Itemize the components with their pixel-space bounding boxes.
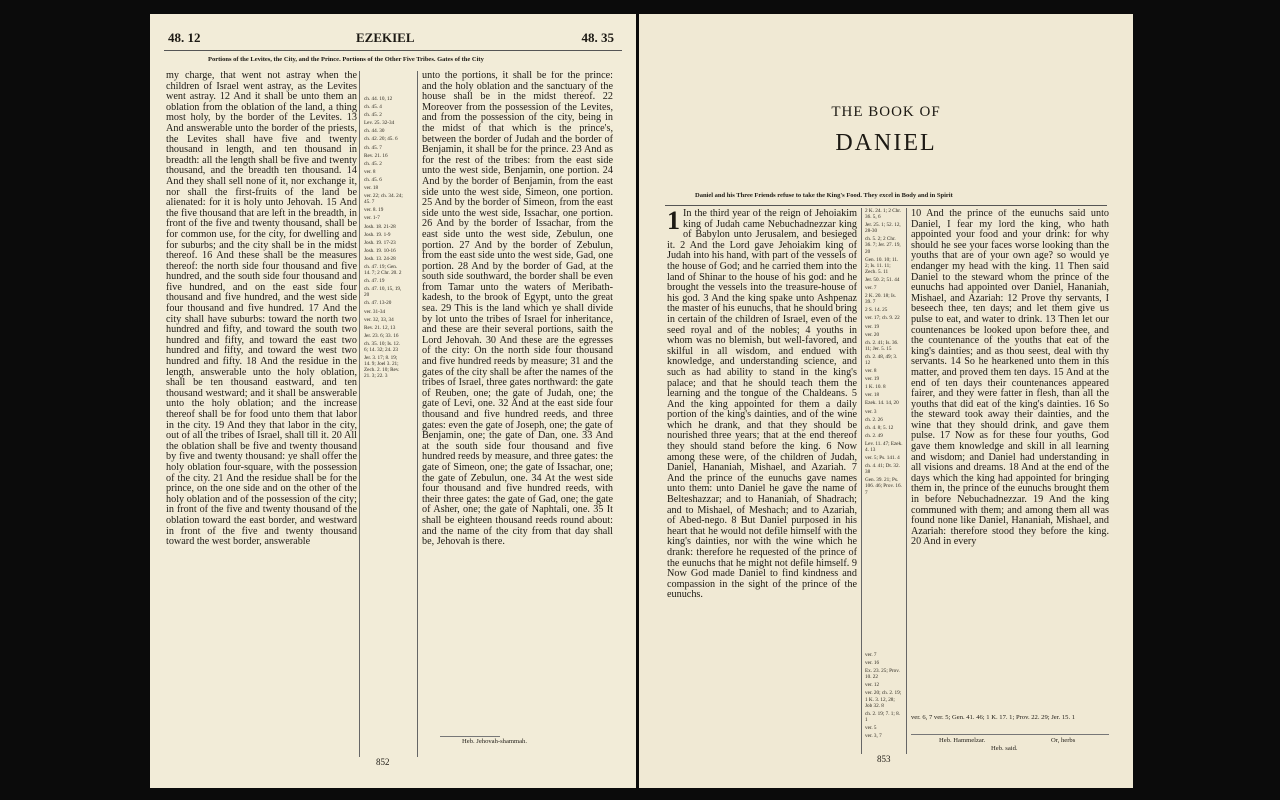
cross-reference: Jer. 23. 6; 33. 16 [364,332,399,339]
cross-reference: ch. 44. 10, 12 [364,96,393,102]
cross-reference: Jer. 3. 17; 8. 19; 14. 9; Joel 3. 21; Zech. 2. 10; Rev. 21. 3; 22. 3 [364,355,400,380]
header-verse-start: 48. 12 [168,30,201,45]
book-title-prefix: THE BOOK OF [831,104,941,120]
cross-reference: ver. 7 [865,652,877,658]
cross-reference: ch. 35. 10; Is. 12. 6; 14. 32; 24. 23 [364,340,401,353]
cross-reference: ver. 5 [865,724,877,731]
text-column-1: my charge, that went not astray when the children of Israel went astray, as the Levites went astray. 12 And it shall be unto them an oblation from the oblation of the land, a thing most holy, by the border of the Levites. 13 And answerable unto the border of the priests, the Levites shall have five and twenty thousand in length, and ten thousand in breadth: all the length shall be five and twenty thousand, and the breadth ten thousand. 14 And they shall sell none of it, nor exchange it, nor shall the first-fruits of the land be alienated: for it is holy unto Jehovah. 15 And the five thousand that are left in the breadth, in front of the five and twenty thousand, shall be for common use, for the city, for dwelling and for suburbs; and the city shall be in the midst thereof. 16 And these shall be the measures thereof: the north side four thousand and five hundred, and the south side four thousand and five hundred, and on the east side four thousand and five hundred, and the west side four thousand and five hundred. 17 And the city shall have suburbs: toward the north two hundred and fifty, and toward the south two hundred and fifty, and toward the east two hundred and fifty, and toward the west two hundred and fifty. 18 And the residue in the length, answerable unto the holy oblation, shall be ten thousand eastward, and ten thousand westward; and it shall be answerable unto the holy oblation; and the increase thereof shall be for food unto them that labor in the city. 19 And they that labor in the city, out of all the tribes of Israel, shall till it. 20 All the oblation shall be five and twenty thousand by five and twenty thousand: ye shall offer the holy oblation four-square, with the possession of the city. 21 And the residue shall be for the prince, on the one side and on the other of the holy oblation and of the possession of the city; in front of the five and twenty thousand of the oblation toward the east border, and westward in front of the five and twenty thousand toward the west border, answerable [166,71,357,548]
cross-reference: ver. 16 [865,660,880,667]
cross-reference: ver. 7 [865,285,877,292]
text-column-2: 10 And the prince of the eunuchs said unto Daniel, I fear my lord the king, who hath appointed your food and your drink: for why should he see your faces worse looking than the youths that are of your own age? so would ye endanger my head with the king. 11 Then said Daniel to the steward whom the prince of the eunuchs had appointed over Daniel, Hananiah, Mishael, and Azariah: 12 Prove thy servants, I beseech thee, ten days; and let them give us pulse to eat, and water to drink. 13 Then let our countenances be looked upon before thee, and the countenance of the youths that eat of the king's dainties; and as thou seest, deal with thy servants. 14 So he hearkened unto them in this matter, and proved them ten days. 15 And at the end of ten days their countenances appeared fairer, and they were fatter in flesh, than all the youths that did eat of the king's dainties. 16 So the steward took away their dainties, and the wine that they should drink, and gave them pulse. 17 Now as for these four youths, God gave them knowledge and skill in all learning and wisdom; and Daniel had understanding in all visions and dreams. 18 And at the end of the days which the king had appointed for bringing them in, the prince of the eunuchs brought them in before Nebuchadnezzar. 19 And the king communed with them; and among them all was found none like Daniel, Hananiah, Mishael, and Azariah: therefore stood they before the king. 20 And in every [911,209,1109,548]
cross-reference: ch. 45. 7 [364,144,382,151]
cross-reference: Jer. 25. 1; 52. 12, 28-30 [865,222,901,235]
footnote: Heb. Jehovah-shammah. [462,738,528,745]
cross-reference: ver. 31-34 [364,308,386,315]
cross-reference: ch. 47. 13-20 [364,300,392,307]
left-page-ezekiel [150,14,636,788]
section-subtitle: Daniel and his Three Friends refuse to take the King's Food. They excel in Body and in Spirit [695,192,953,199]
header-verse-end: 48. 35 [581,30,614,45]
cross-reference: ch. 2. 49 [865,432,883,439]
column-divider-right [906,208,907,754]
cross-reference: Gen. 39. 21; Ps. 106. 46; Prov. 16. 7 [865,477,902,496]
cross-references-lower [865,652,903,754]
cross-reference: Ezek. 14. 14, 20 [865,400,899,407]
cross-reference: ver. 18 [364,185,379,192]
cross-reference: 2 K. 20. 18; Is. 39. 7 [865,293,896,306]
column-divider-right [417,71,418,757]
cross-reference: ver. 8 [364,168,376,175]
cross-reference: Rev. 21. 12, 13 [364,324,396,331]
text-column-2: unto the portions, it shall be for the prince: and the holy oblation and the sanctuary of the house shall be in the midst thereof. 22 Moreover from the possession of the Levites, and from the possession of the city, being in the midst of that which is the prince's, between the border of Judah and the border of Benjamin, it shall be for the prince. 23 And as for the rest of the tribes: from the east side unto the west side, Benjamin, one portion. 24 And by the border of Benjamin, from the east side unto the west side, Simeon, one portion. 25 And by the border of Simeon, from the east side unto the west side, Issachar, one portion. 26 And by the border of Issachar, from the east side unto the west side, Zebulun, one portion. 27 And by the border of Zebulun, from the east side unto the west side, Gad, one portion. 28 And by the border of Gad, at the south side southward, the border shall be even from Tamar unto the waters of Meribath-kadesh, to the brook of Egypt, unto the great sea. 29 This is the land which ye shall divide by lot unto the tribes of Israel for inheritance, and these are their several portions, saith the Lord Jehovah. 30 And these are the egresses of the city: On the north side four thousand and five hundred reeds by measure; 31 and the gates of the city shall be after the names of the tribes of Israel, three gates northward: the gate of Reuben, one; the gate of Judah, one; the gate of Levi, one. 32 And at the east side four thousand and five hundred reeds, and three gates: even the gate of Joseph, one; the gate of Benjamin, one; the gate of Dan, one. 33 And at the south side four thousand and five hundred reeds by measure, and three gates: the gate of Simeon, one; the gate of Issachar, one; the gate of Zebulun, one. 34 At the west side four thousand and five hundred reeds, with their three gates: the gate of Gad, one; the gate of Asher, one; the gate of Naphtali, one. 35 It shall be eighteen thousand reeds round about: and the name of the city from that day shall be, Jehovah is there. [422,71,613,548]
footnote-rule [440,736,500,737]
cross-reference: ver. 12 [865,682,880,689]
cross-reference: ch. 47. 19; Gen. 14. 7; 2 Chr. 20. 2 [364,263,402,277]
footnote-hammelzar: Heb. Hammelzar. [939,737,986,744]
cross-reference: ch. 4. 8; 5. 12 [865,424,894,431]
cross-reference: 1 K. 10. 8 [865,384,886,391]
cross-reference: ver. 20 [865,331,880,338]
text-column-1 [667,209,857,753]
header-book-title: EZEKIEL [356,30,415,45]
column-2-references: ver. 6, 7 ver. 5; Gen. 41. 46; 1 K. 17. 1; Prov. 22. 29; Jer. 15. 1 [911,714,1076,721]
cross-reference: ver. 8 [865,368,877,375]
cross-reference: ver. 1-7 [364,215,380,222]
cross-reference: Josh. 18. 21-28 [364,223,396,230]
chapter-text: In the third year of the reign of Jehoiakim king of Judah came Nebuchadnezzar king of Babylon unto Jerusalem, and besieged it. 2 And the Lord gave Jehoiakim king of Judah into his hand, with part of the vessels of the house of God; and he carried them into the land of Shinar to the house of his god: and he brought the vessels into the treasure-house of his god. 3 And the king spake unto Ashpenaz the master of his eunuchs, that he should bring in certain of the children of Israel, even of the seed royal and of the nobles; 4 youths in whom was no blemish, but well-favored, and skilful in all wisdom, and endued with knowledge, and understanding science, and such as had ability to stand in the king's palace; and that he should teach them the learning and the tongue of the Chaldeans. 5 And the king appointed for them a daily portion of the king's dainties, and of the wine which he drank, and that they should be nourished three years; that at the end thereof they should stand before the king. 6 Now among these were, of the children of Judah, Daniel, Hananiah, Mishael, and Azariah. 7 And the prince of the eunuchs gave names unto them: unto Daniel he gave the name of Belteshazzar; and to Hananiah, of Shadrach; and to Mishael, of Meshach; and to Azariah, of Abed-nego. 8 But Daniel purposed in his heart that he would not defile himself with the king's dainties, nor with the wine which he drank: therefore he requested of the prince of the eunuchs that he might not defile himself. 9 Now God made Daniel to find kindness and compassion in the sight of the prince of the eunuchs. [667,209,857,601]
page-number: 853 [877,754,891,764]
cross-reference: ch. 45. 6 [364,176,382,183]
cross-reference: ver. 20; ch. 2. 19; 1 K. 3. 12, 28; Job 32. 8 [865,690,902,709]
cross-reference: Jer. 50. 2; 51. 44 [865,276,900,283]
cross-reference: ch. 45. 4 [364,104,382,111]
cross-reference: 2 S. 14. 25 [865,307,888,314]
subtitle-rule [665,205,1107,206]
cross-reference: ver. 5; Ps. 141. 4 [865,455,900,462]
cross-reference: Josh. 19. 1-9 [364,231,391,238]
cross-reference: Ex. 23. 25; Prov. 10. 22 [865,668,900,681]
cross-reference: ch. 2. 19; 7. 1; 8. 1 [865,710,901,723]
cross-reference: ch. 45. 2 [364,112,382,119]
right-page-daniel [639,14,1133,788]
cross-reference: Lev. 25. 32-34 [364,120,395,127]
section-subtitle: Portions of the Levites, the City, and the Prince. Portions of the Other Five Tribes. Gates of the City [208,56,484,63]
cross-reference: ch. 42. 20; 45. 6 [364,136,398,143]
cross-reference: Rev. 21. 16 [364,152,388,159]
footnote-herbs: Or, herbs [1051,737,1076,744]
cross-reference: ver. 19 [865,323,880,330]
cross-reference: Gen. 10. 10; 11. 2; Is. 11. 11; Zech. 5. 11 [865,256,899,275]
cross-reference: ch. 4. 41; Dt. 32. 38 [865,463,900,476]
cross-reference: ch. 2. 26 [865,416,883,423]
column-divider-left [359,71,360,757]
cross-reference: ch. 47. 19 [364,278,385,285]
cross-reference: Josh. 19. 10-16 [364,247,396,254]
cross-reference: ver. 17; ch. 9. 22 [865,315,900,322]
cross-reference: ch. 44. 30 [364,128,385,135]
cross-reference: ch. 2. 48, 49; 3. 12 [865,353,898,366]
cross-reference: ch. 45. 2 [364,160,382,167]
cross-reference: ver. 8. 19 [364,207,384,214]
cross-reference: ver. 18 [865,392,880,399]
cross-reference: Josh. 13. 24-28 [364,255,396,262]
cross-references [364,96,404,756]
cross-reference: ch. 2. 41; Is. 36. 11; Jer. 5. 15 [865,339,899,352]
cross-reference: ver. 19 [865,376,880,383]
cross-reference: Josh. 19. 17-23 [364,239,396,246]
column-divider-left [861,208,862,754]
footnote-said: Heb. said. [991,745,1018,752]
cross-reference: ver. 3 [865,408,877,415]
cross-reference: ver. 3, 7 [865,733,882,740]
chapter-number: 1 [667,209,680,235]
cross-reference: 2 K. 24. 1; 2 Chr. 36. 5, 6 [865,208,902,221]
cross-reference: ch. 5. 2; 2 Chr. 36. 7; Jer. 27. 19, 20 [865,236,901,255]
cross-reference: Lev. 11. 47; Ezek. 4. 13 [865,440,903,453]
header-rule [164,50,622,51]
footnote-rule [911,734,1109,735]
cross-reference: ch. 47. 10, 15, 19, 20 [364,286,402,299]
cross-reference: ver. 22; ch. 34. 24; 45. 7 [364,193,403,206]
book-title: DANIEL [835,130,937,156]
page-number: 852 [376,757,390,767]
cross-references [865,208,903,648]
cross-reference: ver. 32, 33, 34 [364,316,394,323]
